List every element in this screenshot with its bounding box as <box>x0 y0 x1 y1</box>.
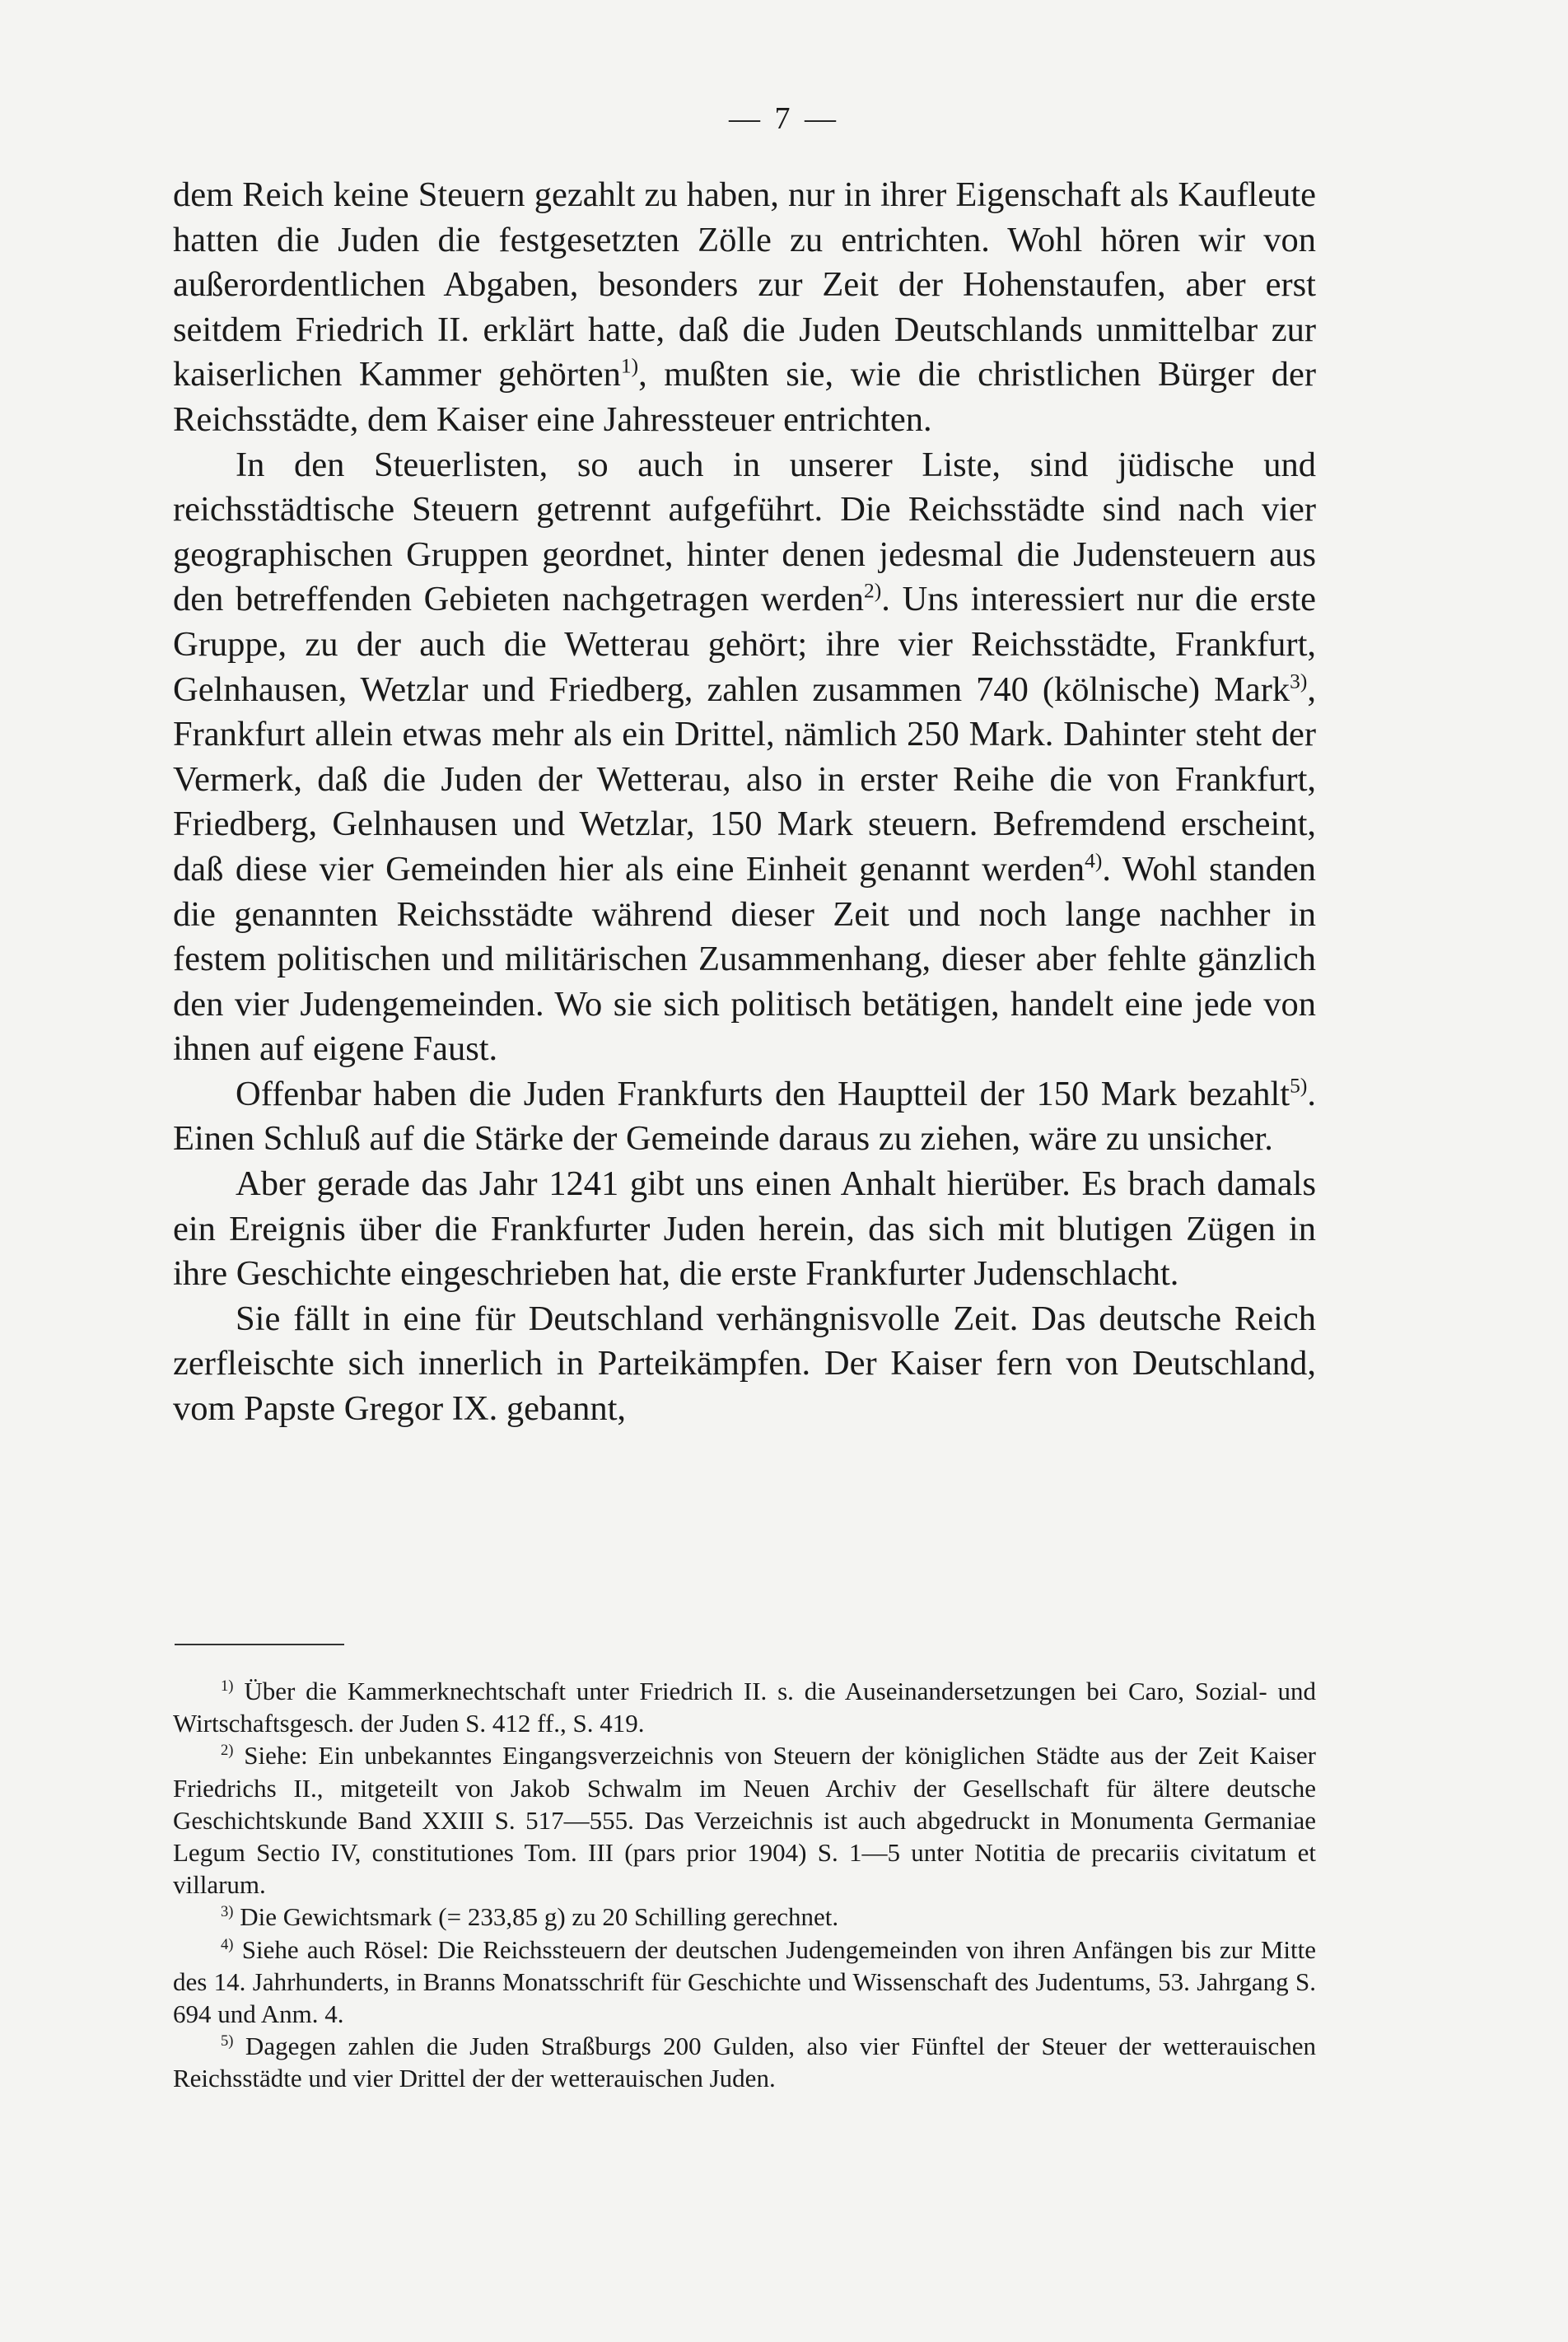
footnote: $^{2)}$ Siehe: Ein unbekanntes Eingangsverzeichnis von Steuern der königlichen Städte aus der Zeit Kaiser Friedrichs II., mitgeteilt von Jakob Schwalm im Neuen Archiv der Gesellschaft für ältere deutsche Geschichtskunde Band XXIII S. 517—555. Das Verzeichnis ist auch abgedruckt in Monumenta Germaniae Legum Sectio IV, constitutiones Tom. III (pars prior 1904) S. 1—5 unter Notitia de precariis civitatum et villarum. <box>173 1741 1316 1900</box>
footnote: $^{3)}$ Die Gewichtsmark (= 233,85 g) zu 20 Schilling gerechnet. <box>221 1902 839 1932</box>
footnote-marker: 4) <box>221 1935 234 1953</box>
footnote-ref: 4) <box>1085 848 1103 873</box>
paragraph: Offenbar haben die Juden Frankfurts den Hauptteil der 150 Mark bezahlt$^{5)}$. Einen Schluß auf die Stärke der Gemeinde daraus zu ziehen, wäre zu unsicher. <box>173 1073 1316 1159</box>
page-number: — 7 — <box>729 101 839 136</box>
paragraph: dem Reich keine Steuern gezahlt zu haben, nur in ihrer Eigenschaft als Kaufleute hatten die Juden die festgesetzten Zölle zu entrichten. Wohl hören wir von außerordentlichen Abgaben, besonders zur Zeit der Hohenstaufen, aber erst seitdem Friedrich II. erklärt hatte, daß die Juden Deutschlands unmittelbar zur kaiserlichen Kammer gehörten$^{1)}$, mußten sie, wie die christlichen Bürger der Reichsstädte, dem Kaiser eine Jahressteuer entrichten. <box>173 175 1316 439</box>
footnote-marker: 2) <box>221 1742 234 1760</box>
paragraph: Sie fällt in eine für Deutschland verhängnisvolle Zeit. Das deutsche Reich zerfleischte sich innerlich in Parteikämpfen. Der Kaiser fern von Deutschland, vom Papste Gregor IX. gebannt, <box>173 1299 1316 1429</box>
footnote-divider <box>175 1644 344 1645</box>
footnote: $^{4)}$ Siehe auch Rösel: Die Reichssteuern der deutschen Judengemeinden von ihren Anfängen bis zur Mitte des 14. Jahrhunderts, in Branns Monatsschrift für Geschichte und Wissenschaft des Judentums, 53. Jahrgang S. 694 und Anm. 4. <box>173 1934 1316 2029</box>
footnote: $^{5)}$ Dagegen zahlen die Juden Straßburgs 200 Gulden, also vier Fünftel der Steuer der wetterauischen Reichsstädte und vier Drittel der der wetterauischen Juden. <box>173 2032 1316 2093</box>
footnotes <box>173 1675 1316 2095</box>
footnote-ref: 2) <box>864 579 882 604</box>
footnote-ref: 5) <box>1290 1073 1308 1098</box>
footnote-marker: 1) <box>221 1677 234 1695</box>
footnote-ref: 1) <box>620 354 639 379</box>
footnote: $^{1)}$ Über die Kammerknechtschaft unter Friedrich II. s. die Auseinandersetzungen bei Caro, Sozial- und Wirtschaftsgesch. der Juden S. 412 ff., S. 419. <box>173 1677 1316 1738</box>
paragraph: Aber gerade das Jahr 1241 gibt uns einen Anhalt hierüber. Es brach damals ein Ereignis über die Frankfurter Juden herein, das sich mit blutigen Zügen in ihre Geschichte eingeschrieben hat, die erste Frankfurter Judenschlacht. <box>173 1164 1316 1294</box>
footnote-ref: 3) <box>1290 669 1308 693</box>
paragraph: In den Steuerlisten, so auch in unserer Liste, sind jüdische und reichsstädtische Steuern getrennt aufgeführt. Die Reichsstädte sind nach vier geographischen Gruppen geordnet, hinter denen jedesmal die Judensteuern aus den betreffenden Gebieten nachgetragen werden$^{2)}$. Uns interessiert nur die erste Gruppe, zu der auch die Wetterau gehört; ihre vier Reichsstädte, Frankfurt, Gelnhausen, Wetzlar und Friedberg, zahlen zusammen 740 (kölnische) Mark$^{3)}$, Frankfurt allein etwas mehr als ein Drittel, nämlich 250 Mark. Dahinter steht der Vermerk, daß die Juden der Wetterau, also in erster Reihe die von Frankfurt, Friedberg, Gelnhausen und Wetzlar, 150 Mark steuern. Befremdend erscheint, daß diese vier Gemeinden hier als eine Einheit genannt werden$^{4)}$. Wohl standen die genannten Reichsstädte während dieser Zeit und noch lange nachher in festem politischen und militärischen Zusammenhang, dieser aber fehlte gänzlich den vier Judengemeinden. Wo sie sich politisch betätigen, handelt eine jede von ihnen auf eigene Faust. <box>173 445 1316 1069</box>
body-text <box>173 173 1316 1432</box>
footnote-marker: 5) <box>221 2032 234 2050</box>
footnote-marker: 3) <box>221 1903 234 1921</box>
